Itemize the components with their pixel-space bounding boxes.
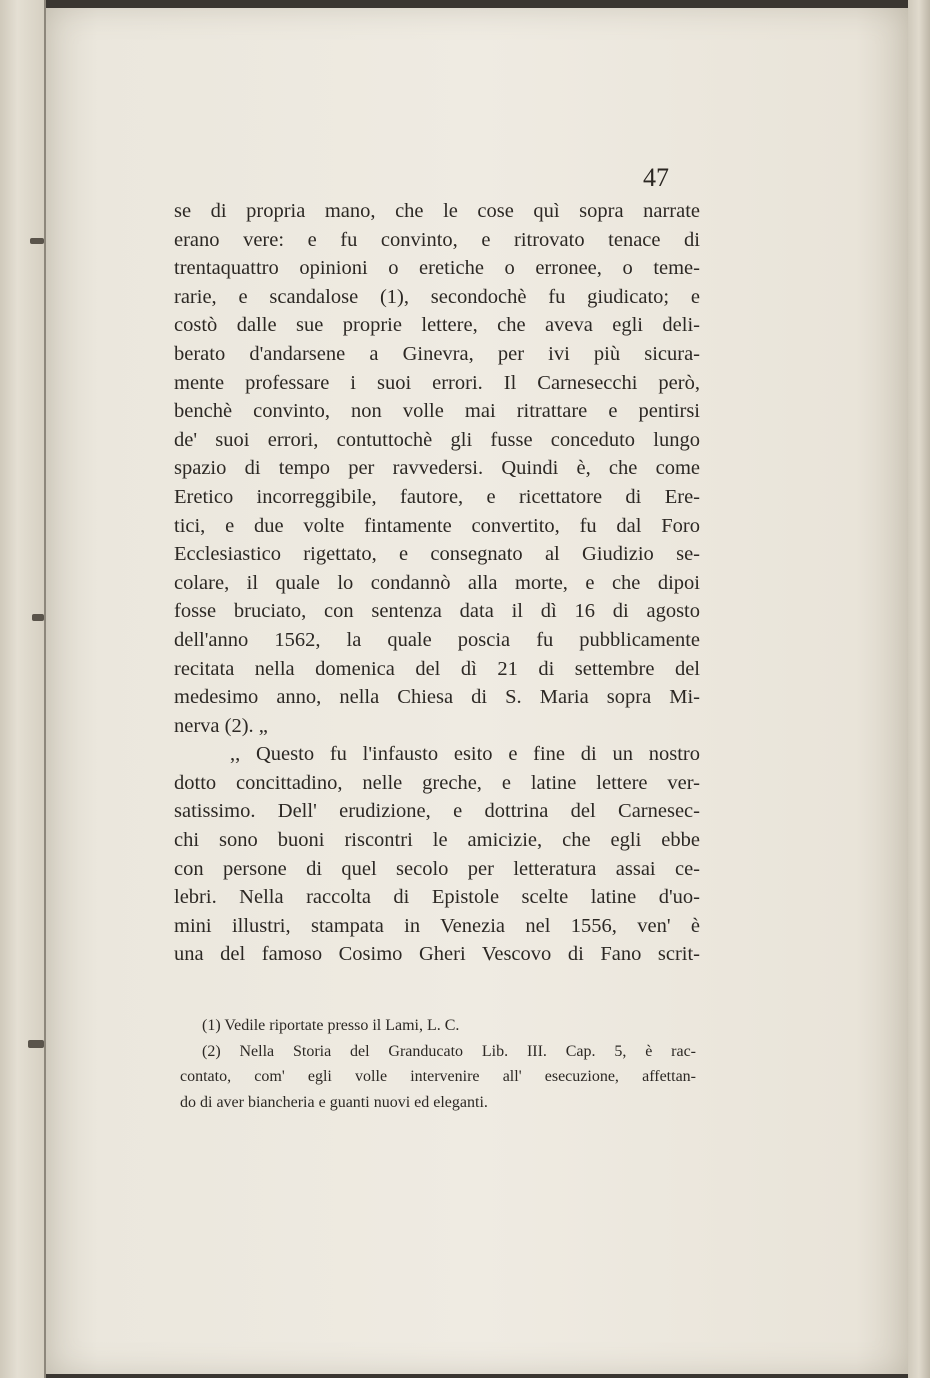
text-line: chi sono buoni riscontri le amicizie, che egli ebbe (174, 829, 700, 852)
body-text (174, 197, 700, 969)
text-line: benchè convinto, non volle mai ritrattare e pentirsi (174, 400, 700, 423)
text-line: satissimo. Dell' erudizione, e dottrina del Carnesec- (174, 800, 700, 823)
text-line: rarie, e scandalose (1), secondochè fu giudicato; e (174, 285, 700, 308)
facing-page-edge (0, 0, 46, 1378)
text-line: fosse bruciato, con sentenza data il dì 16 di agosto (174, 600, 700, 623)
footnote-line: (1) Vedile riportate presso il Lami, L. C. (202, 1017, 460, 1034)
binding-mark (32, 614, 44, 621)
text-line: tici, e due volte fintamente convertito, fu dal Foro (174, 514, 700, 537)
text-line: una del famoso Cosimo Gheri Vescovo di Fano scrit- (174, 943, 700, 966)
text-line: colare, il quale lo condannò alla morte, e che dipoi (174, 571, 700, 594)
text-line: erano vere: e fu convinto, e ritrovato tenace di (174, 228, 700, 251)
binding-mark (30, 238, 44, 244)
text-line: medesimo anno, nella Chiesa di S. Maria sopra Mi- (174, 686, 700, 709)
text-line: costò dalle sue proprie lettere, che aveva egli deli- (174, 314, 700, 337)
text-line: spazio di tempo per ravvedersi. Quindi è, che come (174, 457, 700, 480)
page-right-edge (908, 0, 930, 1378)
text-line: ,, Questo fu l'infausto esito e fine di un nostro (230, 743, 700, 766)
text-line: con persone di quel secolo per letteratura assai ce- (174, 857, 700, 880)
text-line: recitata nella domenica del dì 21 di settembre del (174, 657, 700, 680)
text-line: lebri. Nella raccolta di Epistole scelte latine d'uo- (174, 886, 700, 909)
page-number: 47 (643, 163, 669, 192)
text-line: dell'anno 1562, la quale poscia fu pubblicamente (174, 628, 700, 651)
text-line: de' suoi errori, contuttochè gli fusse conceduto lungo (174, 428, 700, 451)
text-line: mente professare i suoi errori. Il Carnesecchi però, (174, 371, 700, 394)
text-line: se di propria mano, che le cose quì sopra narrate (174, 200, 700, 222)
footnote-line: do di aver biancheria e guanti nuovi ed eleganti. (180, 1093, 488, 1111)
text-line: nerva (2). „ (174, 714, 268, 737)
text-line: trentaquattro opinioni o eretiche o erronee, o teme- (174, 257, 700, 280)
binding-mark (28, 1040, 44, 1048)
text-line: berato d'andarsene a Ginevra, per ivi più sicura- (174, 342, 700, 365)
footnote-line: (2) Nella Storia del Granducato Lib. III. Cap. 5, è rac- (202, 1042, 696, 1060)
text-line: Eretico incorreggibile, fautore, e ricettatore di Ere- (174, 485, 700, 508)
text-line: mini illustri, stampata in Venezia nel 1556, ven' è (174, 914, 700, 937)
footnotes (180, 1013, 696, 1115)
footnote-line: contato, com' egli volle intervenire all' esecuzione, affettan- (180, 1068, 696, 1085)
text-line: Ecclesiastico rigettato, e consegnato al Giudizio se- (174, 543, 700, 566)
text-line: dotto concittadino, nelle greche, e latine lettere ver- (174, 771, 700, 794)
